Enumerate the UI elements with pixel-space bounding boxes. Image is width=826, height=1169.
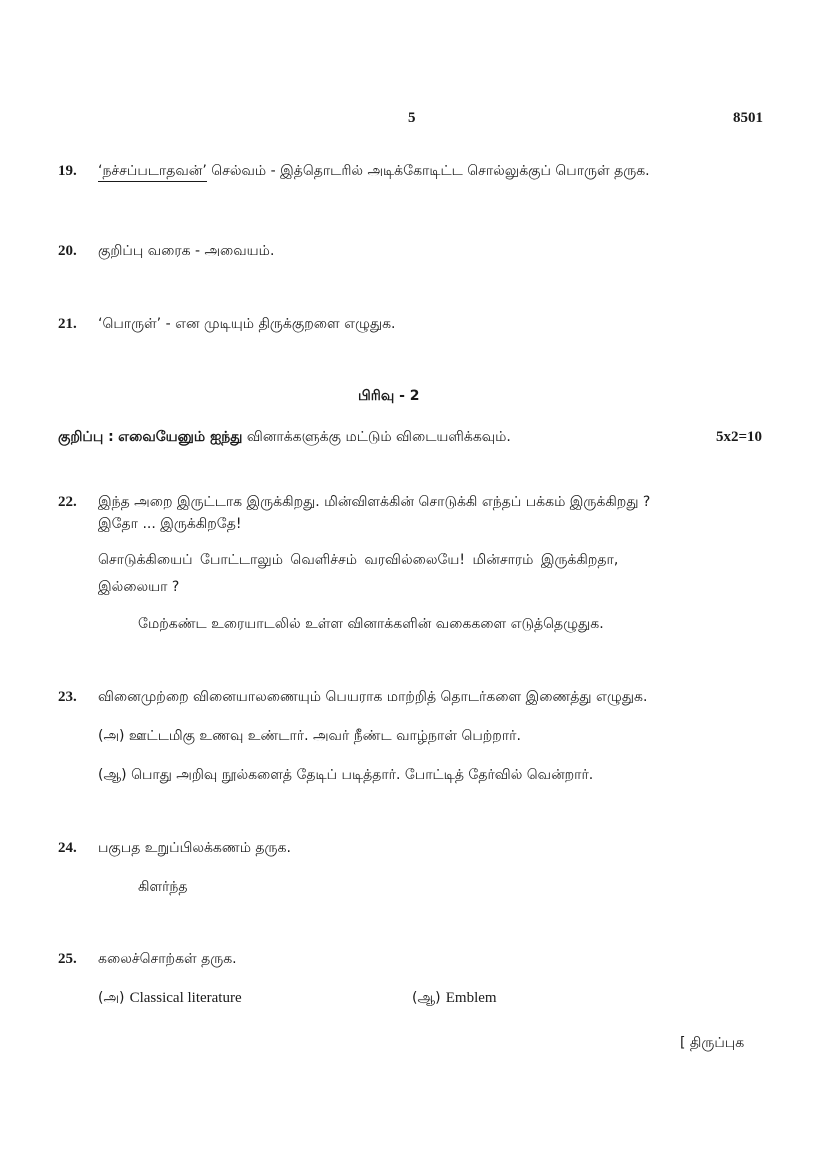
dialogue-line-1: இந்த அறை இருட்டாக இருக்கிறது. மின்விளக்கின் சொடுக்கி எந்தப் பக்கம் இருக்கிறது ?: [98, 494, 651, 510]
paper-code: 8501: [733, 110, 763, 126]
sub-question-a: (அ) ஊட்டமிகு உணவு உண்டார். அவர் நீண்ட வாழ்நாள் பெற்றார்.: [98, 728, 521, 744]
question-text: பகுபத உறுப்பிலக்கணம் தருக.: [98, 840, 291, 856]
term-a: [98, 985, 242, 1011]
question-rest: செல்வம் - இத்தொடரில் அடிக்கோடிட்ட சொல்லுக்குப் பொருள் தருக.: [206, 163, 650, 179]
term-a-text: Classical literature: [129, 990, 242, 1006]
question-text: ‘பொருள்’ - என முடியும் திருக்குறளை எழுதுக.: [98, 316, 396, 332]
term-b: [412, 985, 497, 1011]
note-text: [58, 424, 511, 450]
page-number: 5: [408, 110, 416, 126]
underlined-word: ‘நச்சப்படாதவன்’: [98, 163, 207, 182]
note-emphasis: எவையேனும் ஐந்து: [118, 429, 243, 445]
note-instruction: வினாக்களுக்கு மட்டும் விடையளிக்கவும்.: [242, 429, 511, 445]
note-label: குறிப்பு :: [58, 429, 114, 445]
marks-allocation: 5x2=10: [716, 429, 763, 445]
question-text: வினைமுற்றை வினையாலணையும் பெயராக மாற்றித் தொடர்களை இணைத்து எழுதுக.: [98, 689, 648, 705]
question-text: கலைச்சொற்கள் தருக.: [98, 951, 237, 967]
term-a-marker: (அ): [98, 990, 125, 1006]
question-text: [98, 158, 650, 184]
question-text: குறிப்பு வரைக - அவையம்.: [98, 243, 275, 259]
term-b-text: Emblem: [445, 990, 497, 1006]
word-to-analyse: கிளர்ந்த: [138, 879, 188, 895]
question-number: 22.: [58, 494, 77, 510]
question-number: 23.: [58, 689, 77, 705]
please-turn-over: [ திருப்புக: [680, 1035, 745, 1051]
sub-question-b: (ஆ) பொது அறிவு நூல்களைத் தேடிப் படித்தார். போட்டித் தேர்வில் வென்றார்.: [98, 767, 594, 783]
section-title: பிரிவு - 2: [358, 388, 420, 404]
dialogue-line-3: சொடுக்கியைப் போட்டாலும் வெளிச்சம் வரவில்லையே! மின்சாரம் இருக்கிறதா,: [98, 552, 619, 568]
question-number: 25.: [58, 951, 77, 967]
question-number: 21.: [58, 316, 77, 332]
dialogue-line-2: இதோ ... இருக்கிறதே!: [98, 516, 242, 532]
term-b-marker: (ஆ): [412, 990, 441, 1006]
question-instruction: மேற்கண்ட உரையாடலில் உள்ள வினாக்களின் வகைகளை எடுத்தெழுதுக.: [138, 616, 604, 632]
question-number: 20.: [58, 243, 77, 259]
question-number: 24.: [58, 840, 77, 856]
question-number: 19.: [58, 163, 77, 179]
dialogue-line-4: இல்லையா ?: [98, 579, 180, 595]
